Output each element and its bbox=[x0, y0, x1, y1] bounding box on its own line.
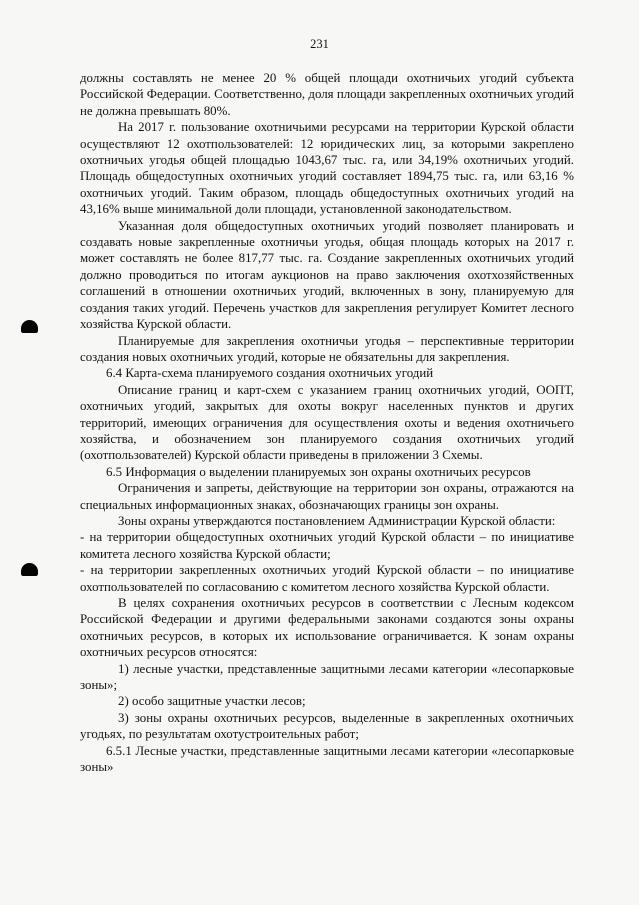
paragraph: должны составлять не менее 20 % общей площади охотничьих угодий субъекта Российской Федерации. Соответственно, доля площади закрепленных охотничьих угодий не должна превышать 80%. bbox=[80, 71, 574, 118]
paragraph: В целях сохранения охотничьих ресурсов в соответствии с Лесным кодексом Российской Федерации и другими федеральными законами создаются зоны охраны охотничьих ресурсов, в которых их использование ограничивается. К зонам охраны охотничьих ресурсов относятся: bbox=[80, 596, 574, 660]
punch-hole-mark bbox=[21, 563, 38, 576]
paragraph: Указанная доля общедоступных охотничьих угодий позволяет планировать и создавать новые закрепленные охотничьи угодья, общая площадь которых на 2017 г. может составлять не более 817,77 тыс. га. Создание закрепленных охотничьих угодий должно проводиться по итогам аукционов на право заключения охотхозяйственных соглашений в отношении охотничьих угодий, включенных в зону, планируемую для создания таких угодий. Перечень участков для закрепления регулирует Комитет лесного хозяйства Курской области. bbox=[80, 218, 574, 332]
paragraph: Зоны охраны утверждаются постановлением Администрации Курской области: bbox=[118, 513, 556, 528]
list-item: 1) лесные участки, представленные защитными лесами категории «лесопарковые зоны»; bbox=[80, 661, 574, 693]
list-item: 2) особо защитные участки лесов; bbox=[118, 694, 306, 709]
paragraph: Ограничения и запреты, действующие на территории зон охраны, отражаются на специальных информационных знаках, обозначающих границы зон охраны. bbox=[80, 481, 574, 512]
paragraph: На 2017 г. пользование охотничьими ресурсами на территории Курской области осуществляют 12 охотпользователей: 12 юридических лиц, за которыми закреплено охотничьих угодья общей площадью 1043,67 тыс. га, или 34,19% охотничьих угодий. Площадь общедоступных охотничьих угодий составляет 1894,75 тыс. га, или 63,16 % охотничьих угодий. Таким образом, площадь общедоступных охотничьих угодий на 43,16% выше минимальной доли площади, установленной законодательством. bbox=[80, 120, 574, 217]
list-item: 3) зоны охраны охотничьих ресурсов, выделенные в закрепленных охотничьих угодьях, по результатам охотустроительных работ; bbox=[80, 710, 574, 742]
document-body bbox=[80, 70, 574, 775]
list-item: - на территории общедоступных охотничьих угодий Курской области – по инициативе комитета лесного хозяйства Курской области; bbox=[80, 530, 574, 561]
paragraph: Планируемые для закрепления охотничьи угодья – перспективные территории создания новых охотничьих угодий, которые не обязательны для закрепления. bbox=[80, 333, 574, 364]
subsection-heading: 6.5.1 Лесные участки, представленные защитными лесами категории «лесопарковые зоны» bbox=[80, 743, 574, 775]
page-number: 231 bbox=[310, 37, 329, 51]
list-item: - на территории закрепленных охотничьих угодий Курской области – по инициативе охотпользователей по согласованию с комитетом лесного хозяйства Курской области. bbox=[80, 563, 574, 594]
punch-hole-mark bbox=[21, 320, 38, 333]
section-heading: 6.4 Карта-схема планируемого создания охотничьих угодий bbox=[106, 366, 434, 381]
section-heading: 6.5 Информация о выделении планируемых зон охраны охотничьих ресурсов bbox=[106, 464, 531, 479]
paragraph: Описание границ и карт-схем с указанием границ охотничьих угодий, ООПТ, охотничьих угодий, закрытых для охоты вокруг населенных пунктов и других территорий, имеющих ограничения для осуществления охоты и ведения охотничьего хозяйства, и обозначением зон планируемого создания охотничьих угодий (охотпользователей) Курской области приведены в приложении 3 Схемы. bbox=[80, 382, 574, 463]
